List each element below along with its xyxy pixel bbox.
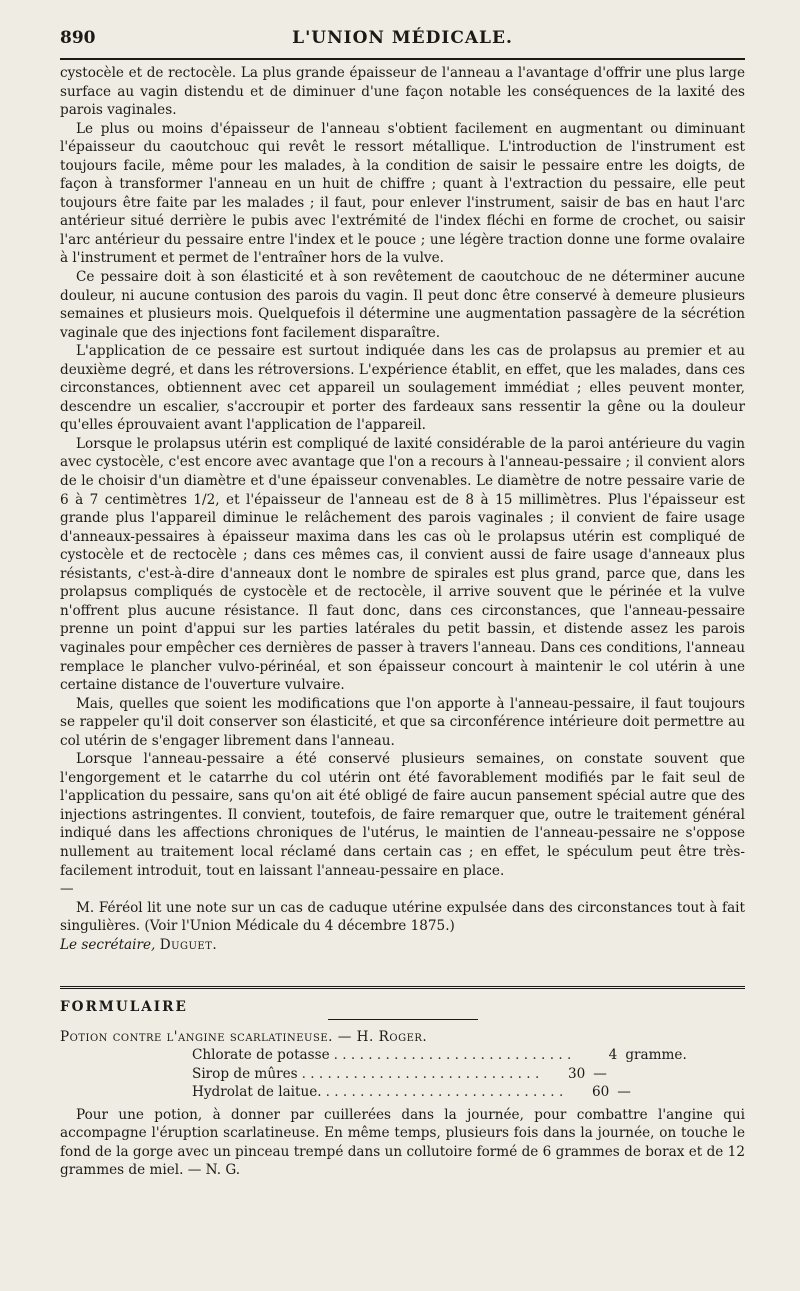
section-title: FORMULAIRE [60, 999, 188, 1015]
ingredient-unit: — [593, 1065, 607, 1082]
ingredient-qty: 30 [567, 1065, 586, 1082]
ingredient-row [192, 1046, 687, 1065]
running-title: L'UNION MÉDICALE. [292, 28, 513, 48]
ingredient-row [192, 1065, 622, 1084]
signature-name: Duguet. [159, 936, 218, 953]
signature-role: Le secrétaire, [60, 936, 156, 953]
dot-leader: . . . . . . . . . . . . . . . . . . . . . . . . . . . . [333, 1047, 572, 1063]
ingredient-unit: — [617, 1084, 631, 1100]
recipe-instructions: Pour une potion, à donner par cuillerées dans la journée, pour combattre l'angine qui accompagne l'éruption scarlatineuse. En même temps, plusieurs fois dans la journée, on touche le fond de la gorge avec un pinceau trempé dans un collutoire formé de 6 grammes de borax et de 12 grammes de miel. — N. G. [60, 1106, 745, 1178]
dot-leader: . . . . . . . . . . . . . . . . . . . . . . . . . . . . [301, 1065, 540, 1082]
session-note: M. Féréol lit une note sur un cas de caduque utérine expulsée dans des circonstances tout à fait singulières. (Voir l'Union Médicale du 4 décembre 1875.) [60, 899, 745, 935]
ingredient-unit: gramme. [625, 1047, 687, 1063]
section-separator: — [60, 881, 74, 898]
paragraph: Lorsque le prolapsus utérin est compliqué de laxité considérable de la paroi antérieure du vagin avec cystocèle, c'est encore avec avantage que l'on a recours à l'anneau-pessaire ; il convient alors de le choisir d'un diamètre et d'une épaisseur convenables. Le diamètre de notre pessaire varie de 6 à 7 centimètres 1/2, et l'épaisseur de l'anneau est de 8 à 15 millimètres. Plus l'épaisseur est grande plus l'appareil diminue le relâchement des parois vaginales ; il convient de faire usage d'anneaux-pessaires à épaisseur maxima dans les cas où le prolapsus utérin est compliqué de cystocèle et de rectocèle ; dans ces mêmes cas, il convient aussi de faire usage d'anneaux plus résistants, c'est-à-dire d'anneaux dont le nombre de spirales est plus grand, parce que, dans les prolapsus compliqués de cystocèle et de rectocèle, il arrive souvent que le périnée et la vulve n'offrent plus aucune résistance. Il faut donc, dans ces circonstances, que l'anneau-pessaire prenne un point d'appui sur les parties latérales du petit bassin, et distende assez les parois vaginales pour empêcher ces dernières de passer à travers l'anneau. Dans ces conditions, l'anneau remplace le plancher vulvo-périnéal, et son épaisseur concourt à maintenir le col utérin à une certaine distance de l'ouverture vulvaire. [60, 435, 745, 694]
page-header [60, 26, 745, 58]
ingredient-qty: 60 [591, 1084, 610, 1100]
paragraph: L'application de ce pessaire est surtout indiquée dans les cas de prolapsus au premier et au deuxième degré, et dans les rétroversions. L'expérience établit, en effet, que les malades, dans ces circonstances, obtiennent avec cet appareil un soulagement immédiat ; elles peuvent monter, descendre un escalier, s'accroupir et porter des fardeaux sans ressentir la gêne ou la douleur qu'elles éprouvaient avant l'application de l'appareil. [60, 343, 745, 434]
paragraph: Mais, quelles que soient les modifications que l'on apporte à l'anneau-pessaire, il faut toujours se rappeler qu'il doit conserver son élasticité, et que sa circonférence intérieure doit permettre au col utérin de s'engager librement dans l'anneau. [60, 695, 745, 749]
ingredient-qty: 4 [608, 1047, 618, 1063]
article-body [60, 64, 745, 954]
title-underline [328, 1019, 478, 1020]
paragraph: Ce pessaire doit à son élasticité et à son revêtement de caoutchouc de ne déterminer aucune douleur, ni aucune contusion des parois du vagin. Il peut donc être conservé à demeure plusieurs semaines et plusieurs mois. Quelquefois il détermine une augmentation passagère de la sécrétion vaginale que des injections font facilement disparaître. [60, 269, 745, 341]
paragraph: cystocèle et de rectocèle. La plus grande épaisseur de l'anneau a l'avantage d'offrir une plus large surface au vagin distendu et de diminuer d'une façon notable les conséquences de la laxité des parois vaginales. [60, 65, 745, 119]
paragraph: Le plus ou moins d'épaisseur de l'anneau s'obtient facilement en augmentant ou diminuant l'épaisseur du caoutchouc qui revêt le ressort métallique. L'introduction de l'instrument est toujours facile, même pour les malades, à la condition de saisir le pessaire entre les doigts, de façon à transformer l'anneau en un huit de chiffre ; quant à l'extraction du pessaire, elle peut toujours être faite par les malades ; il faut, pour enlever l'instrument, saisir de bas en haut l'arc antérieur situé derrière le pubis avec l'extrémité de l'index fléchi en forme de crochet, ou saisir l'arc antérieur du pessaire entre l'index et le pouce ; une légère traction donne une forme ovalaire à l'instrument et permet de l'entraîner hors de la vulve. [60, 120, 745, 267]
ingredient-row [192, 1083, 631, 1102]
ingredient-list [192, 1046, 687, 1102]
ingredient-name: Hydrolat de laitue. [192, 1084, 322, 1100]
formulaire-section [60, 998, 745, 1180]
dot-leader: . . . . . . . . . . . . . . . . . . . . . . . . . . . . [325, 1084, 564, 1100]
ingredient-name: Sirop de mûres [192, 1065, 298, 1082]
signature [60, 936, 745, 955]
section-rule [60, 986, 745, 992]
recipe-title: Potion contre l'angine scarlatineuse. — H. Roger. [60, 1028, 428, 1045]
paragraph: Lorsque l'anneau-pessaire a été conservé plusieurs semaines, on constate souvent que l'engorgement et le catarrhe du col utérin ont été favorablement modifiés par le fait seul de l'application du pessaire, sans qu'on ait été obligé de faire aucun pansement spécial autre que des injections astringentes. Il convient, toutefois, de faire remarquer que, outre le traitement général indiqué dans les affections chroniques de l'utérus, le maintien de l'anneau-pessaire ne s'oppose nullement au traitement local réclamé dans certain cas ; en effet, le spéculum peut être très-facilement introduit, tout en laissant l'anneau-pessaire en place. [60, 751, 745, 879]
ingredient-name: Chlorate de potasse [192, 1047, 330, 1063]
page-number: 890 [60, 28, 96, 48]
header-rule [60, 58, 745, 60]
